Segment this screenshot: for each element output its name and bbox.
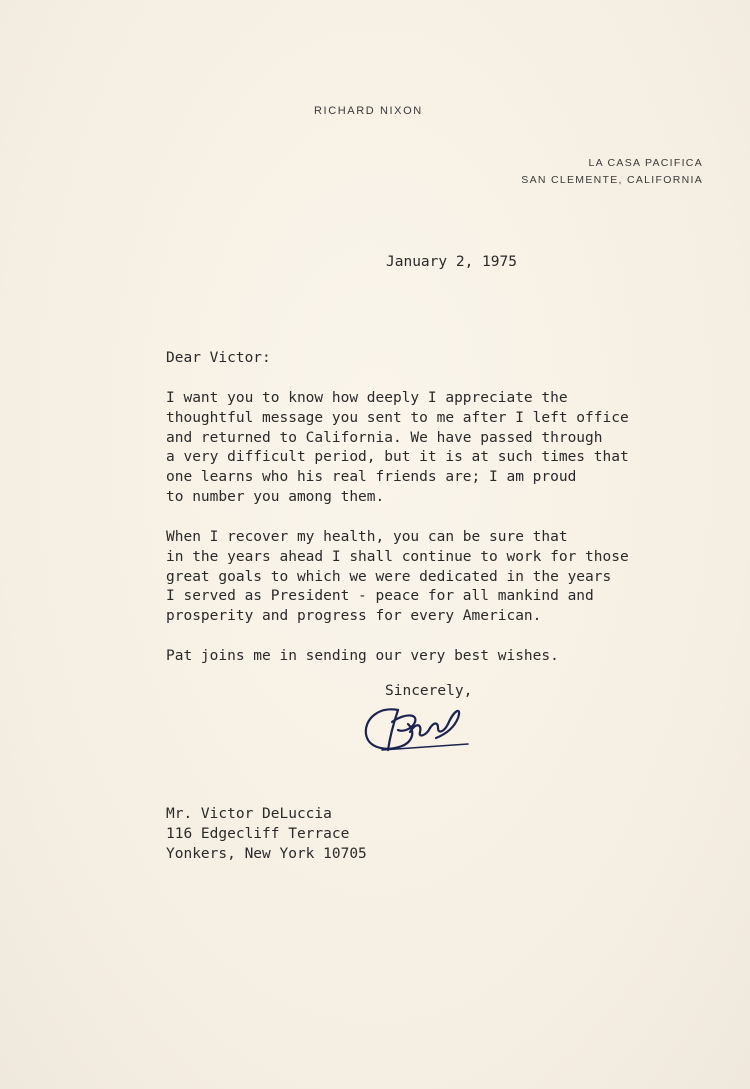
body-paragraph-1 xyxy=(166,389,629,508)
recipient-city: Yonkers, New York 10705 xyxy=(166,846,367,862)
paragraph-line: and returned to California. We have passed through xyxy=(166,429,603,446)
paragraph-line: When I recover my health, you can be sure that xyxy=(166,529,568,545)
letterhead-name: RICHARD NIXON xyxy=(314,105,423,117)
paragraph-line: I want you to know how deeply I appreciate the xyxy=(166,390,568,406)
body-paragraph-3: Pat joins me in sending our very best wishes. xyxy=(166,648,559,664)
recipient-street: 116 Edgecliff Terrace xyxy=(166,826,350,842)
body-paragraph-2 xyxy=(166,528,629,627)
paragraph-line: great goals to which we were dedicated in the years xyxy=(166,568,612,585)
paragraph-line: prosperity and progress for every American. xyxy=(166,608,542,625)
paragraph-line: in the years ahead I shall continue to work for those xyxy=(166,548,629,565)
paragraph-line: I served as President - peace for all mankind and xyxy=(166,588,594,605)
paragraph-line: one learns who his real friends are; I am proud xyxy=(166,469,577,486)
closing: Sincerely, xyxy=(385,683,473,699)
letter-date: January 2, 1975 xyxy=(386,254,517,270)
salutation: Dear Victor: xyxy=(166,350,271,366)
paragraph-line: to number you among them. xyxy=(166,488,385,505)
paragraph-line: a very difficult period, but it is at such times that xyxy=(166,449,629,466)
recipient-name: Mr. Victor DeLuccia xyxy=(166,806,332,822)
letterhead-address xyxy=(521,155,703,189)
address-line-2: SAN CLEMENTE, CALIFORNIA xyxy=(521,174,703,186)
address-line-1: LA CASA PACIFICA xyxy=(588,157,703,169)
paragraph-line: thoughtful message you sent to me after I left office xyxy=(166,409,629,426)
recipient-address xyxy=(166,804,367,864)
handwritten-signature xyxy=(358,692,476,762)
